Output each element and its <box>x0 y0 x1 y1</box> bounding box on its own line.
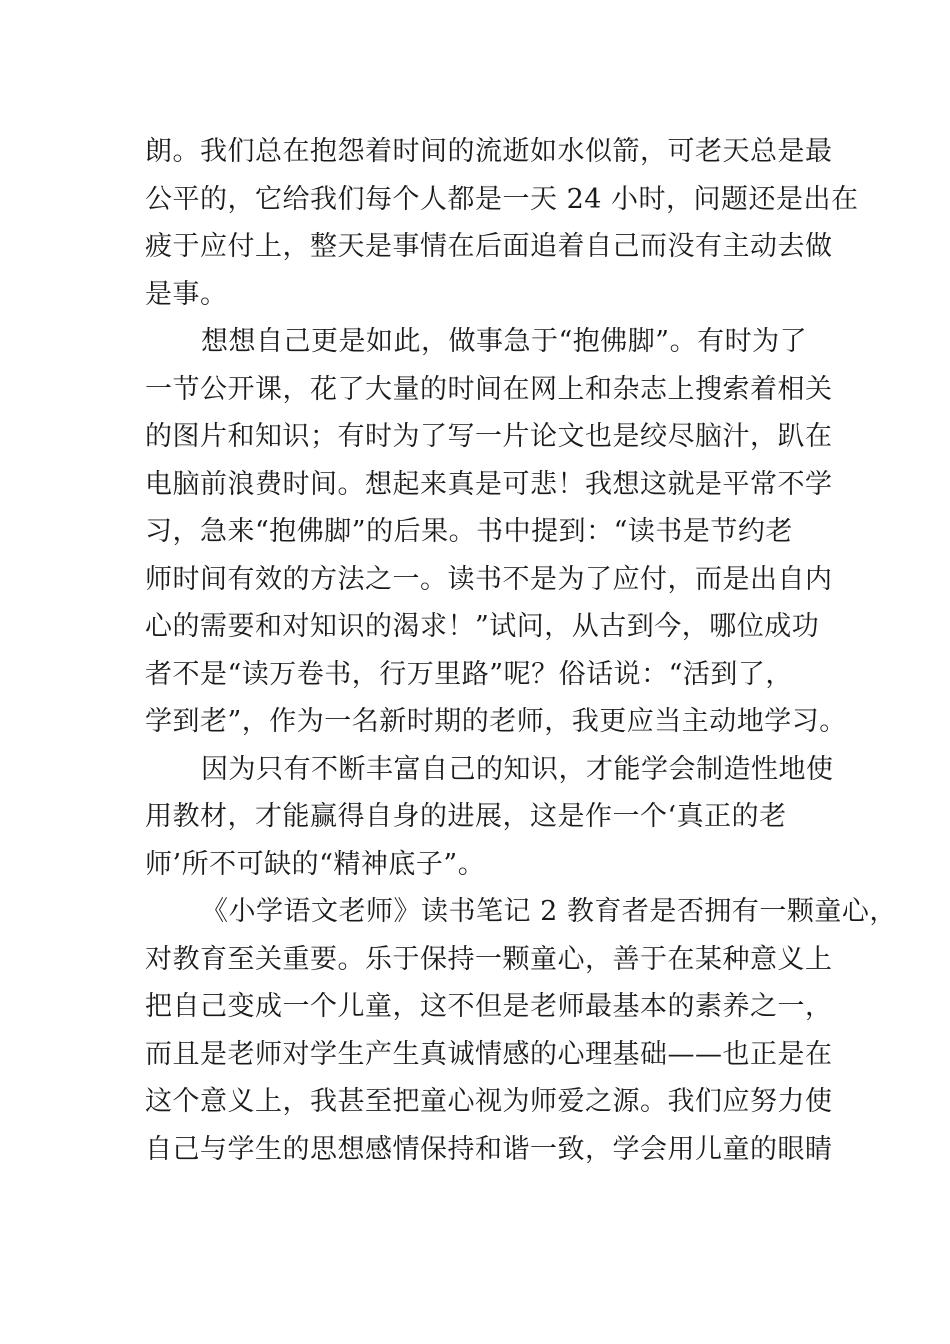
text-line: 的图片和知识；有时为了写一片论文也是绞尽脑汁，趴在 <box>145 421 833 452</box>
text-line: 学到老”，作为一名新时期的老师，我更应当主动地学习。 <box>145 706 847 737</box>
text-line: 一节公开课，花了大量的时间在网上和杂志上搜索着相关 <box>145 373 833 405</box>
text-line: 这个意义上，我甚至把童心视为师爱之源。我们应努力使 <box>145 1086 833 1117</box>
text-line: 电脑前浪费时间。想起来真是可悲！我想这就是平常不学 <box>145 468 833 500</box>
text-line: 习，急来“抱佛脚”的后果。书中提到：“读书是节约老 <box>145 516 793 547</box>
body-text <box>145 128 897 1173</box>
text-line: 公平的，它给我们每个人都是一天 24 小时，问题还是出在 <box>145 183 859 215</box>
text-line: 想想自己更是如此，做事急于“抱佛脚”。有时为了 <box>201 326 808 357</box>
text-line: 是事。 <box>145 278 228 310</box>
text-line: 对教育至关重要。乐于保持一颗童心，善于在某种意义上 <box>145 943 833 975</box>
text-line: 而且是老师对学生产生真诚情感的心理基础——也正是在 <box>145 1038 833 1070</box>
text-line: 因为只有不断丰富自己的知识，才能学会制造性地使 <box>201 753 834 785</box>
text-line: 自己与学生的思想感情保持和谐一致，学会用儿童的眼睛 <box>145 1133 833 1165</box>
text-line: 用教材，才能赢得自身的进展，这是作一个‘真正的老 <box>145 801 787 832</box>
text-line: 把自己变成一个儿童，这不但是老师最基本的素养之一， <box>145 991 833 1022</box>
text-line: 朗。我们总在抱怨着时间的流逝如水似箭，可老天总是最 <box>145 136 833 167</box>
text-line: 者不是“读万卷书，行万里路”呢？俗话说：“活到了， <box>145 658 793 690</box>
text-line: 师’所不可缺的“精神底子”。 <box>145 848 486 880</box>
text-line: 疲于应付上，整天是事情在后面追着自己而没有主动去做 <box>145 231 833 262</box>
text-line: 心的需要和对知识的渴求！”试问，从古到今，哪位成功 <box>145 611 820 642</box>
text-line: 《小学语文老师》读书笔记 2 教育者是否拥有一颗童心， <box>201 896 897 927</box>
text-line: 师时间有效的方法之一。读书不是为了应付，而是出自内 <box>145 563 833 595</box>
